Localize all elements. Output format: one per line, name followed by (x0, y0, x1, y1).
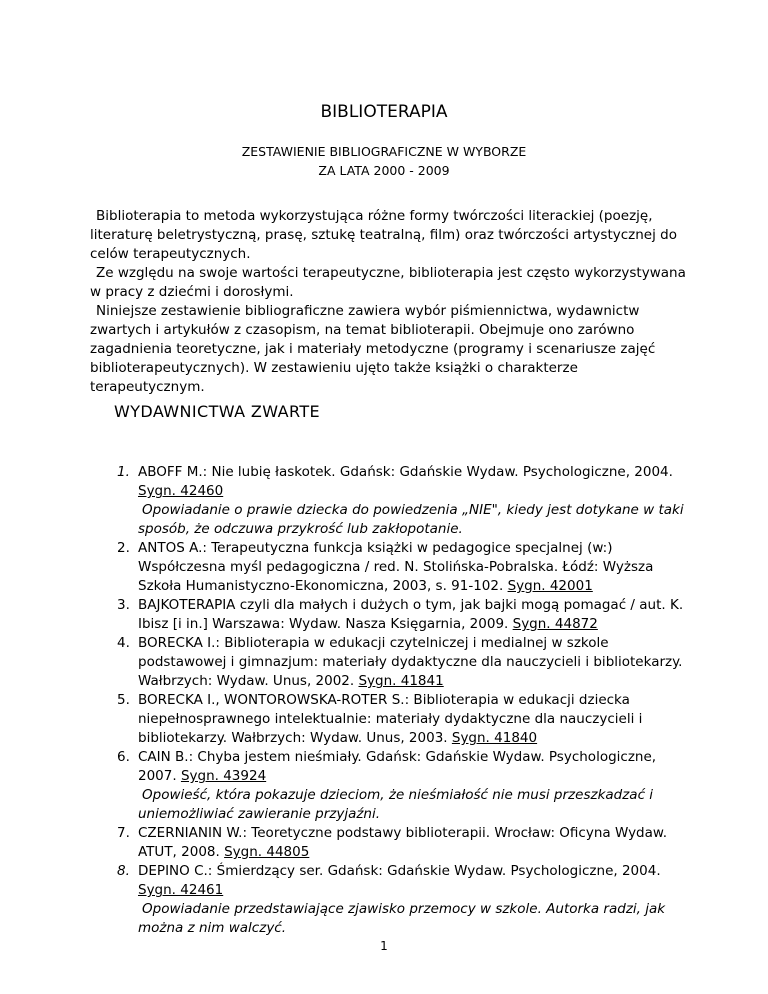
list-item (0, 596, 768, 634)
document-title: BIBLIOTERAPIA (320, 102, 448, 122)
entry-annotation: Opowiadanie o prawie dziecka do powiedzenia „NIE", kiedy jest dotykane w taki sposób, że odczuwa przykrość lub zakłopotanie. (138, 502, 684, 537)
entry-number: 5. (117, 692, 130, 708)
entry-citation: BORECKA I., WONTOROWSKA-ROTER S.: Biblioterapia w edukacji dziecka niepełnosprawnego intelektualnie: materiały dydaktyczne dla nauczycieli i bibliotekarzy. Wałbrzych: Wydaw. Unus, 2003. (138, 692, 643, 746)
entry-citation: CZERNIANIN W.: Teoretyczne podstawy biblioterapii. Wrocław: Oficyna Wydaw. ATUT, 2008. (138, 825, 667, 860)
intro-paragraph: Biblioterapia to metoda wykorzystująca różne formy twórczości literackiej (poezję, literaturę beletrystyczną, prasę, sztukę teatralną, film) oraz twórczości artystycznej do celów terapeutycznych. (90, 208, 677, 262)
sygn-link[interactable]: Sygn. 42461 (138, 882, 224, 898)
section-heading: WYDAWNICTWA ZWARTE (114, 402, 321, 421)
entry-number: 6. (117, 749, 130, 765)
sygn-link[interactable]: Sygn. 43924 (180, 768, 267, 784)
entry-citation: ANTOS A.: Terapeutyczna funkcja książki w pedagogice specjalnej (w:) Współczesna myśl pedagogiczna / red. N. Stolińska-Pobralska. Łódź: Wyższa Szkoła Humanistyczno-Ekonomiczna, 2003, s. 91-102. (138, 540, 654, 594)
entry-number: 8. (117, 863, 130, 879)
sygn-link[interactable]: Sygn. 41840 (451, 730, 538, 746)
list-item (0, 748, 768, 824)
list-item (0, 862, 768, 938)
subtitle-line-2: ZA LATA 2000 - 2009 (318, 163, 450, 178)
list-item (0, 634, 768, 691)
sygn-link[interactable]: Sygn. 42460 (138, 483, 224, 499)
sygn-link[interactable]: Sygn. 44872 (512, 616, 598, 632)
intro-text (90, 207, 690, 397)
list-item (0, 691, 768, 748)
entry-number: 1. (117, 464, 130, 480)
list-item (0, 463, 768, 539)
entry-annotation: Opowieść, która pokazuje dzieciom, że nieśmiałość nie musi przeszkadzać i uniemożliwiać zawieranie przyjaźni. (138, 787, 654, 822)
entry-citation: DEPINO C.: Śmierdzący ser. Gdańsk: Gdańskie Wydaw. Psychologiczne, 2004. (138, 863, 661, 879)
sygn-link[interactable]: Sygn. 44805 (224, 844, 310, 860)
document-subtitle (0, 142, 768, 180)
sygn-link[interactable]: Sygn. 42001 (507, 578, 593, 594)
subtitle-line-1: ZESTAWIENIE BIBLIOGRAFICZNE W WYBORZE (241, 144, 527, 159)
sygn-link[interactable]: Sygn. 41841 (358, 673, 444, 689)
list-item (0, 824, 768, 862)
intro-paragraph: Niniejsze zestawienie bibliograficzne zawiera wybór piśmiennictwa, wydawnictw zwartych i artykułów z czasopism, na temat biblioterapii. Obejmuje ono zarówno zagadnienia teoretyczne, jak i materiały metodyczne (programy i scenariusze zajęć biblioterapeutycznych). W zestawieniu ujęto także książki o charakterze terapeutycznym. (90, 303, 656, 395)
page-number: 1 (380, 939, 388, 953)
entry-number: 2. (117, 540, 130, 556)
entry-annotation: Opowiadanie przedstawiające zjawisko przemocy w szkole. Autorka radzi, jak można z nim walczyć. (138, 901, 666, 936)
intro-paragraph: Ze względu na swoje wartości terapeutyczne, biblioterapia jest często wykorzystywana w pracy z dziećmi i dorosłymi. (90, 265, 686, 300)
entry-citation: CAIN B.: Chyba jestem nieśmiały. Gdańsk: Gdańskie Wydaw. Psychologiczne, 2007. (138, 749, 657, 784)
entry-number: 3. (117, 597, 130, 613)
bibliography-list (0, 463, 768, 938)
list-item (0, 539, 768, 596)
entry-number: 7. (117, 825, 130, 841)
entry-citation: BORECKA I.: Biblioterapia w edukacji czytelniczej i medialnej w szkole podstawowej i gimnazjum: materiały dydaktyczne dla nauczycieli i bibliotekarzy. Wałbrzych: Wydaw. Unus, 2002. (138, 635, 683, 689)
entry-number: 4. (117, 635, 130, 651)
entry-citation: ABOFF M.: Nie lubię łaskotek. Gdańsk: Gdańskie Wydaw. Psychologiczne, 2004. (138, 464, 673, 480)
entry-citation: BAJKOTERAPIA czyli dla małych i dużych o tym, jak bajki mogą pomagać / aut. K. Ibisz [i in.] Warszawa: Wydaw. Nasza Księgarnia, 2009. (138, 597, 684, 632)
